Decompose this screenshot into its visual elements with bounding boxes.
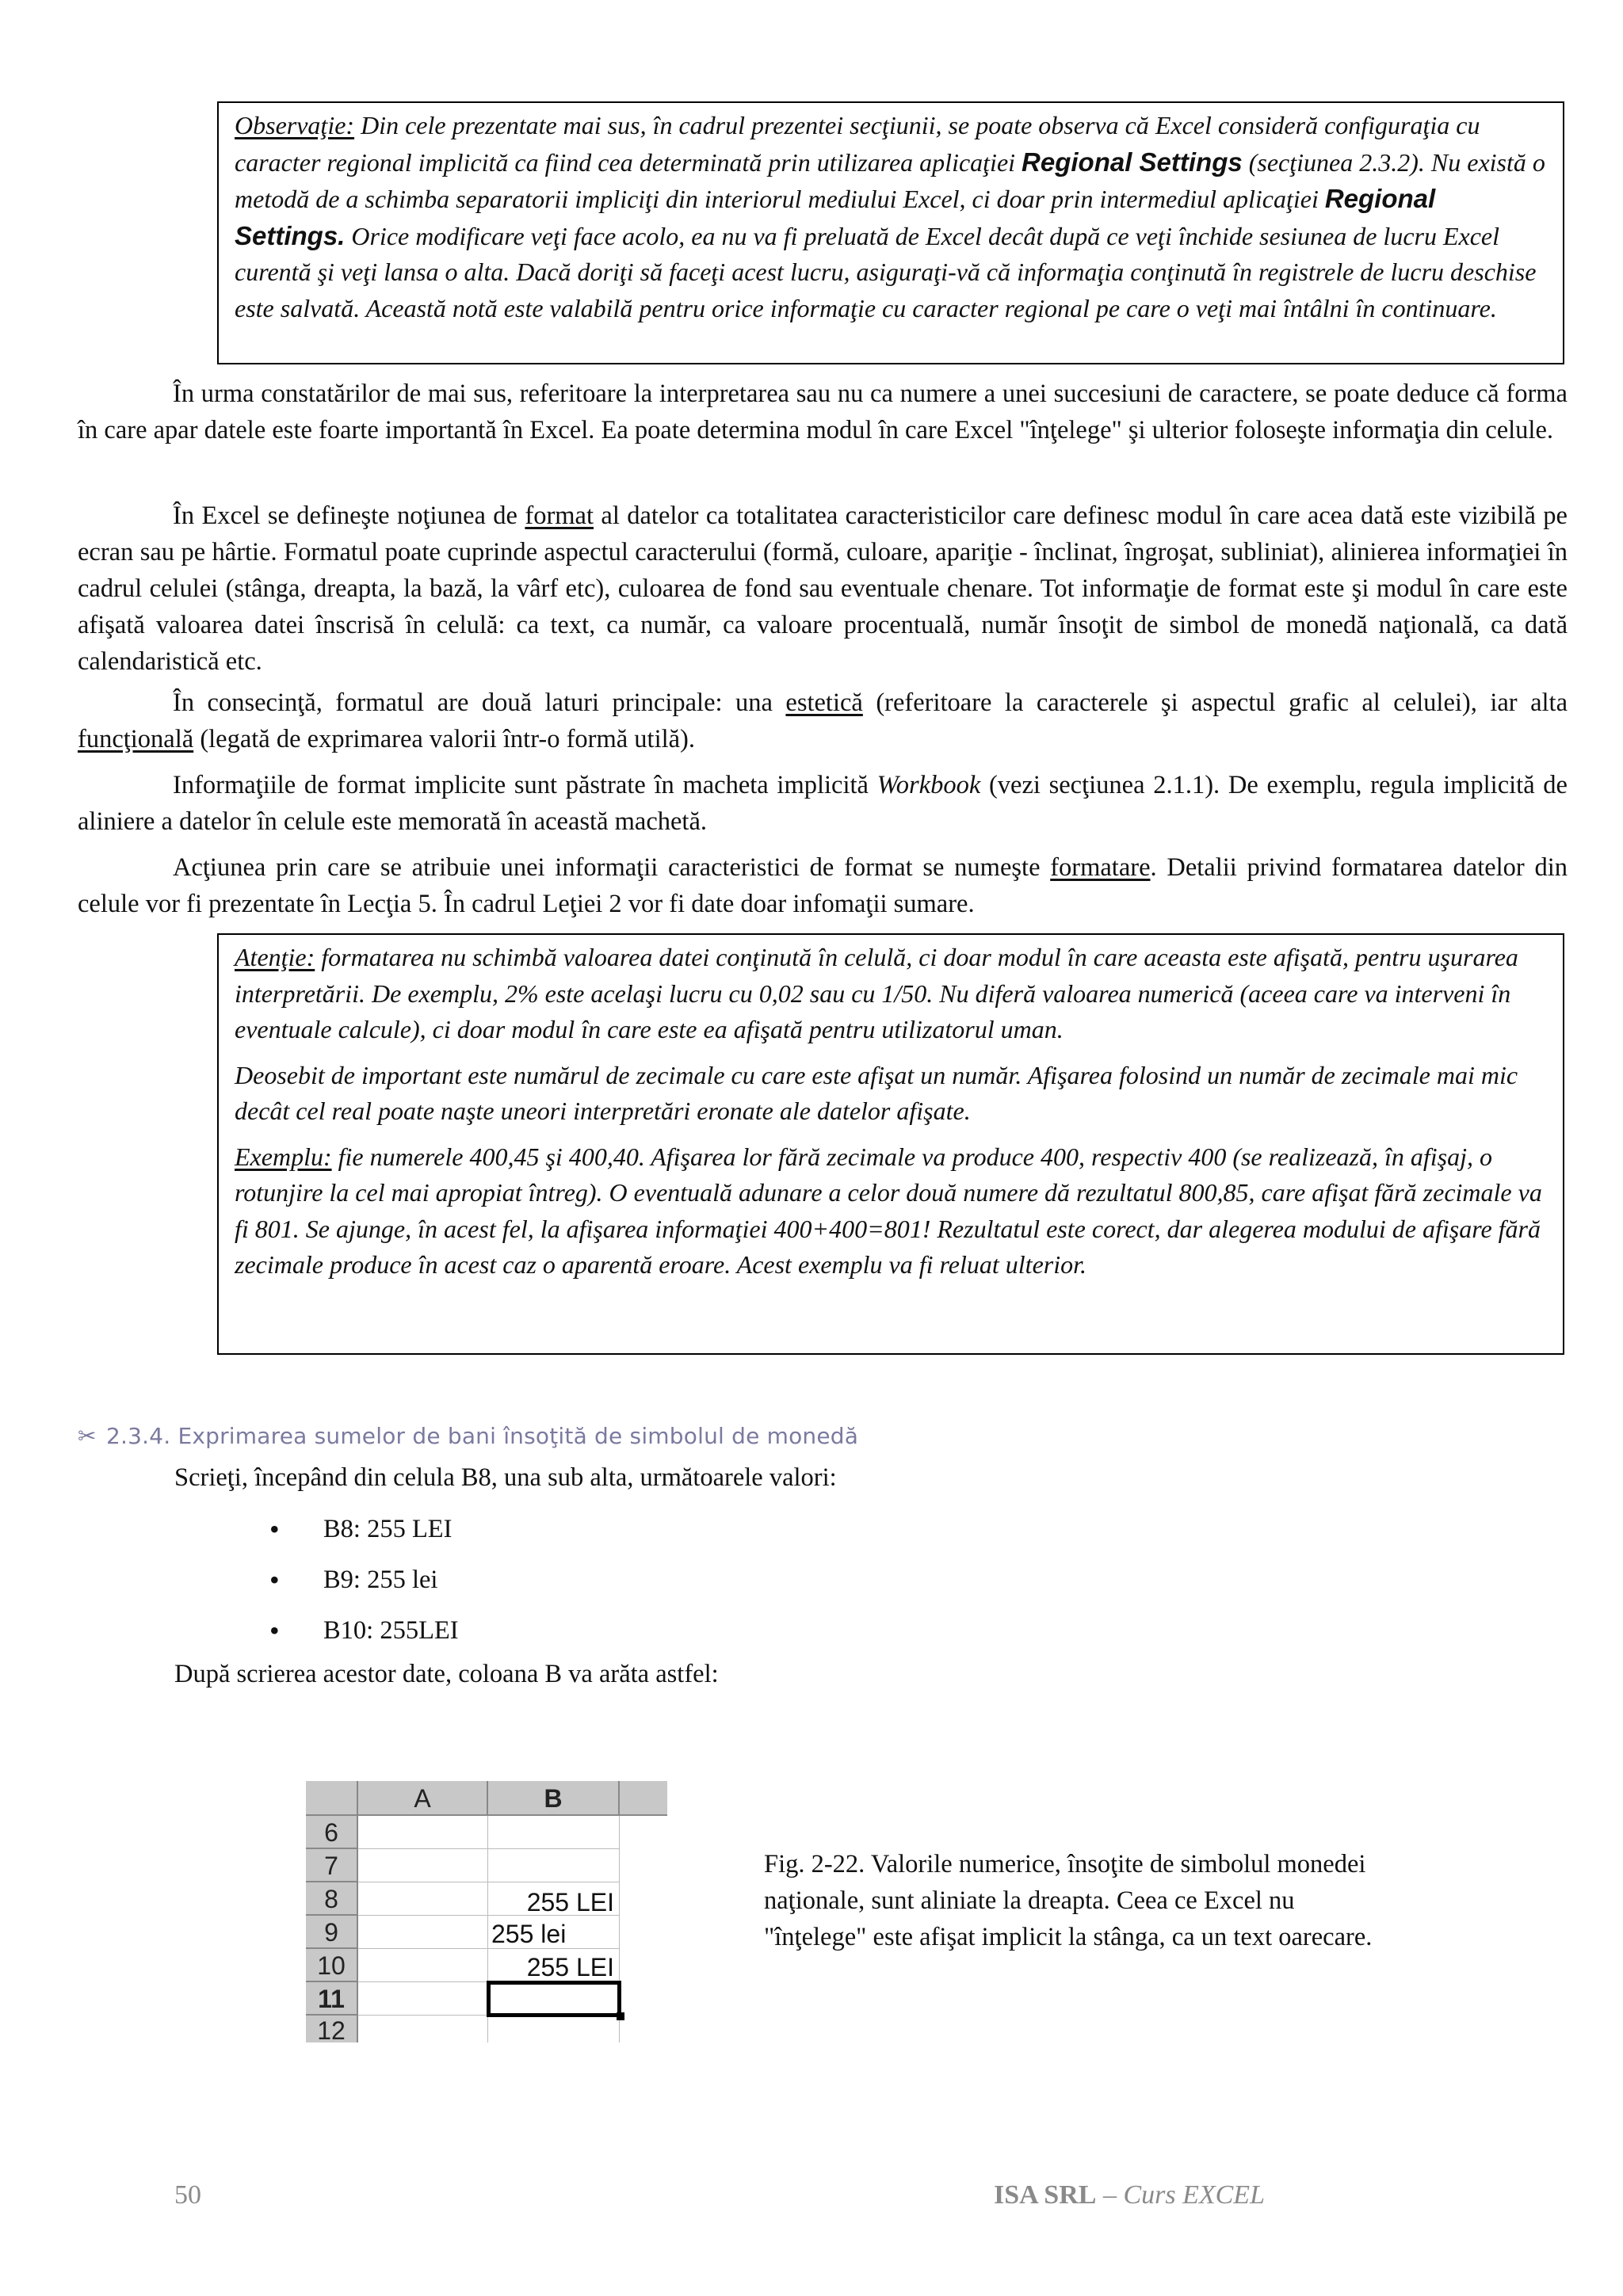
- row-header: 7: [306, 1849, 358, 1882]
- corner-cell: [306, 1781, 358, 1816]
- footer-title: ISA SRL – Curs EXCEL: [993, 2180, 1265, 2210]
- attention-label: Atenţie:: [235, 943, 315, 971]
- figure-caption: Fig. 2-22. Valorile numerice, însoţite de simbolul monedei naţionale, sunt aliniate la dreapta. Ceea ce Excel nu "înţelege" este afişat implicit la stânga, ca un text oarecare.: [764, 1850, 1373, 1951]
- row-header: 12: [306, 2016, 358, 2042]
- cell-b10: 255 LEI: [488, 1949, 620, 1982]
- cell: [358, 1816, 488, 1849]
- list-item: • B9: 255 lei: [269, 1554, 459, 1605]
- row-header-selected: 11: [306, 1982, 358, 2016]
- after-text: După scrierea acestor date, coloana B va arăta astfel:: [174, 1660, 719, 1688]
- observation-box: [217, 101, 1564, 364]
- row-header: 9: [306, 1916, 358, 1949]
- attention-box: [217, 933, 1564, 1355]
- row-header: 6: [306, 1816, 358, 1849]
- cell: [358, 1949, 488, 1982]
- row-header: 10: [306, 1949, 358, 1982]
- example-text: Exemplu: fie numerele 400,45 şi 400,40. Afişarea lor fără zecimale va produce 400, respectiv 400 (se realizează, în afişaj, o rotunjire la cel mai apropiat întreg). O eventuală adunare a celor două numere dă rezultatul 800,85, care afişat fără zecimale va fi 801. Se ajunge, în acest fel, la afişarea informaţiei 400+400=801! Rezultatul este corect, dar alegerea modului de afişare fără zecimale produce în acest caz o aparentă eroare. Acest exemplu va fi reluat ulterior.: [235, 1142, 1542, 1279]
- cell-b9: 255 lei: [488, 1916, 620, 1949]
- paragraph: În consecinţă, formatul are două laturi principale: una estetică (referitoare la caracterele şi aspectul grafic al celulei), iar alta funcţională (legată de exprimarea valorii într-o formă utilă).: [78, 688, 1568, 753]
- column-header-a: A: [358, 1781, 488, 1816]
- cell: [358, 1916, 488, 1949]
- cell: [488, 1816, 620, 1849]
- section-heading: ✂ 2.3.4. Exprimarea sumelor de bani însoţită de simbolul de monedă: [78, 1423, 859, 1449]
- column-header-b: B: [488, 1781, 620, 1816]
- app-name: Regional Settings.: [235, 184, 1436, 250]
- cell: [620, 1816, 667, 2042]
- paragraph: În urma constatărilor de mai sus, referitoare la interpretarea sau nu ca numere a unei succesiuni de caractere, se poate deduce că forma în care apar datele este foarte importantă în Excel. Ea poate determina modul în care Excel "înţelege" şi ulterior foloseşte informaţia din celule.: [78, 379, 1568, 444]
- active-cell-b11: [487, 1981, 621, 2017]
- spreadsheet-figure: [306, 1781, 667, 2045]
- cell: [488, 2016, 620, 2042]
- page-number: 50: [174, 2180, 201, 2210]
- scissors-icon: ✂: [78, 1423, 97, 1449]
- attention-text: Atenţie: formatarea nu schimbă valoarea datei conţinută în celulă, ci doar modul în care aceasta este afişată, pentru uşurarea interpretării. De exemplu, 2% este acelaşi lucru cu 0,02 sau cu 1/50. Nu diferă valoarea numerică (aceea care va interveni în eventuale calcule), ci doar modul în care este ea afişată pentru utilizatorul uman.: [235, 943, 1518, 1043]
- value-list: [269, 1504, 459, 1656]
- list-item: • B8: 255 LEI: [269, 1504, 459, 1554]
- app-name: Regional Settings: [1022, 147, 1243, 177]
- decimals-text: Deosebit de important este numărul de zecimale cu care este afişat un număr. Afişarea folosind un număr de zecimale mai mic decât cel real poate naşte uneori interpretări eronate ale datelor afişate.: [235, 1060, 1518, 1125]
- observation-label: Observaţie:: [235, 111, 355, 139]
- paragraph: Informaţiile de format implicite sunt păstrate în macheta implicită Workbook (vezi secţiunea 2.1.1). De exemplu, regula implicită de aliniere a datelor în celule este memorată în această machetă.: [78, 771, 1568, 836]
- cell: [488, 1849, 620, 1882]
- cell: [358, 1849, 488, 1882]
- cell: [358, 2016, 488, 2042]
- cell: [358, 1882, 488, 1916]
- cell-b8: 255 LEI: [488, 1882, 620, 1916]
- list-item: • B10: 255LEI: [269, 1605, 459, 1656]
- row-header: 8: [306, 1882, 358, 1916]
- example-label: Exemplu:: [235, 1142, 332, 1171]
- instruction-text: Scrieţi, începând din celula B8, una sub alta, următoarele valori:: [174, 1463, 837, 1492]
- observation-text: Observaţie: Din cele prezentate mai sus, în cadrul prezentei secţiunii, se poate observa că Excel consideră configuraţia cu caracter regional implicită ca fiind cea determinată prin utilizarea aplicaţiei Regional Settings (secţiunea 2.3.2). Nu există o metodă de a schimba separatorii impliciţi din interiorul mediului Excel, ci doar prin intermediul aplicaţiei Regional Settings. Orice modificare veţi face acolo, ea nu va fi preluată de Excel decât după ce veţi închide sesiunea de lucru Excel curentă şi veţi lansa o alta. Dacă doriţi să faceţi acest lucru, asiguraţi-vă că informaţia conţinută în registrele de lucru deschise este salvată. Această notă este valabilă pentru orice informaţie cu caracter regional pe care o veţi mai întâlni în continuare.: [235, 111, 1545, 322]
- cell: [358, 1982, 488, 2016]
- paragraph: Acţiunea prin care se atribuie unei informaţii caracteristici de format se numeşte formatare. Detalii privind formatarea datelor din celule vor fi prezentate în Lecţia 5. În cadrul Leţiei 2 vor fi date doar infomaţii sumare.: [78, 853, 1568, 918]
- paragraph: În Excel se defineşte noţiunea de format al datelor ca totalitatea caracteristicilor care definesc modul în care acea dată este vizibilă pe ecran sau pe hârtie. Formatul poate cuprinde aspectul caracterului (formă, culoare, apariţie - înclinat, îngroşat, subliniat), alinierea informaţiei în cadrul celulei (stânga, dreapta, la bază, la vârf etc), culoarea de fond sau eventuale chenare. Tot informaţie de format este şi modul în care este afişată valoarea datei înscrisă în celulă: ca text, ca număr, ca valoare procentuală, număr însoţit de simbol de monedă naţională, ca dată calendaristică etc.: [78, 502, 1568, 676]
- column-header-c: [620, 1781, 667, 1816]
- fill-handle: [617, 2012, 624, 2020]
